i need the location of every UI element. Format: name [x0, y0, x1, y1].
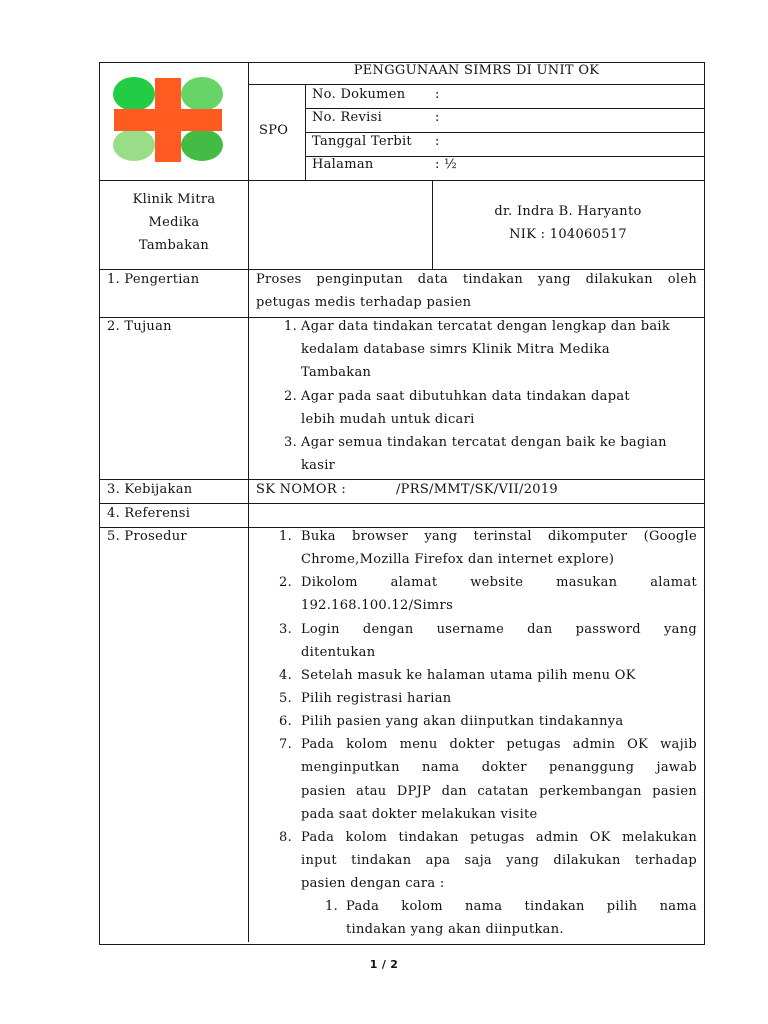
section-label-kebijakan: 3. Kebijakan [107, 482, 193, 497]
prosedur-item-line: Setelah masuk ke halaman utama pilih menu OK [301, 668, 636, 683]
org-name-line: Tambakan [138, 238, 210, 253]
tujuan-item-line: Agar data tindakan tercatat dengan lengkap dan baik [301, 319, 671, 334]
header-row-label: Halaman [312, 157, 374, 172]
tujuan-item-line: lebih mudah untuk dicari [301, 412, 475, 427]
section-line [99, 527, 705, 528]
prosedur-subitem-line: tindakan yang akan diinputkan. [346, 922, 564, 937]
prosedur-item-number: 8. [279, 830, 293, 845]
prosedur-item-line: Pilih pasien yang akan diinputkan tindakannya [301, 714, 624, 729]
logo-cross-horizontal [114, 109, 222, 131]
prosedur-item-number: 5. [279, 691, 293, 706]
pengertian-line: Proses penginputan data tindakan yang dilakukan oleh [256, 272, 697, 287]
header-row-value: : ½ [435, 157, 458, 172]
page-number: 1 / 2 [369, 958, 399, 971]
org-col-divider [432, 180, 433, 270]
prosedur-item-line: ditentukan [301, 645, 376, 660]
header-row-line [305, 108, 705, 109]
prosedur-item-line: Buka browser yang terinstal dikomputer (Google [301, 529, 697, 544]
header-row-value: : [435, 110, 440, 125]
prosedur-item-line: pasien dengan cara : [301, 876, 445, 891]
prosedur-item-line: 192.168.100.12/Simrs [301, 598, 454, 613]
tujuan-item-number: 2. [284, 389, 298, 404]
section-line [99, 479, 705, 480]
section-line [99, 317, 705, 318]
spo-label: SPO [259, 123, 289, 138]
prosedur-subitem-number: 1. [325, 899, 339, 914]
prosedur-item-line: menginputkan nama dokter penanggung jawab [301, 760, 697, 775]
prosedur-item-number: 1. [279, 529, 293, 544]
signer-nik: NIK : 104060517 [509, 227, 627, 242]
section-line [99, 503, 705, 504]
clinic-logo [112, 76, 224, 162]
document-title: PENGGUNAAN SIMRS DI UNIT OK [353, 63, 600, 78]
header-row-label: No. Dokumen [312, 87, 406, 102]
logo-circle-bottom-right [181, 129, 223, 161]
kebijakan-number: /PRS/MMT/SK/VII/2019 [396, 482, 558, 497]
org-name-line: Klinik Mitra [132, 192, 216, 207]
section-label-tujuan: 2. Tujuan [107, 319, 172, 334]
prosedur-item-line: input tindakan apa saja yang dilakukan terhadap [301, 853, 697, 868]
tujuan-item-line: Agar pada saat dibutuhkan data tindakan dapat [301, 389, 630, 404]
prosedur-item-number: 3. [279, 622, 293, 637]
header-row-value: : [435, 87, 440, 102]
section-label-referensi: 4. Referensi [107, 506, 191, 521]
section-label-prosedur: 5. Prosedur [107, 529, 187, 544]
header-row-value: : [435, 134, 440, 149]
tujuan-item-line: Tambakan [301, 365, 372, 380]
header-row-line [305, 132, 705, 133]
org-bottom-line [99, 269, 705, 270]
logo-circle-bottom-left [113, 129, 155, 161]
table-border-bottom [99, 944, 705, 945]
header-bottom-line [99, 180, 705, 181]
org-name-line: Medika [148, 215, 200, 230]
tujuan-item-line: Agar semua tindakan tercatat dengan baik ke bagian [301, 435, 667, 450]
logo-circle-top-right [181, 77, 223, 111]
tujuan-item-line: kedalam database simrs Klinik Mitra Medika [301, 342, 610, 357]
prosedur-item-line: Dikolom alamat website masukan alamat [301, 575, 697, 590]
tujuan-item-number: 3. [284, 435, 298, 450]
kebijakan-prefix: SK NOMOR : [256, 482, 347, 497]
prosedur-item-number: 4. [279, 668, 293, 683]
prosedur-item-line: Chrome,Mozilla Firefox dan internet explore) [301, 552, 615, 567]
prosedur-item-number: 7. [279, 737, 293, 752]
header-row-label: Tanggal Terbit [312, 134, 412, 149]
tujuan-item-line: kasir [301, 458, 336, 473]
prosedur-item-line: Pilih registrasi harian [301, 691, 452, 706]
prosedur-item-line: pada saat dokter melakukan visite [301, 807, 538, 822]
logo-circle-top-left [113, 77, 155, 111]
header-title-divider [248, 84, 705, 85]
signer-name: dr. Indra B. Haryanto [494, 204, 642, 219]
tujuan-item-number: 1. [284, 319, 298, 334]
prosedur-item-line: Pada kolom menu dokter petugas admin OK wajib [301, 737, 697, 752]
prosedur-item-line: Pada kolom tindakan petugas admin OK melakukan [301, 830, 697, 845]
prosedur-subitem-line: Pada kolom nama tindakan pilih nama [346, 899, 697, 914]
header-row-label: No. Revisi [312, 110, 383, 125]
prosedur-item-line: Login dengan username dan password yang [301, 622, 697, 637]
prosedur-item-line: pasien atau DPJP dan catatan perkembangan pasien [301, 784, 697, 799]
prosedur-item-number: 6. [279, 714, 293, 729]
section-label-pengertian: 1. Pengertian [107, 272, 200, 287]
prosedur-item-number: 2. [279, 575, 293, 590]
pengertian-line: petugas medis terhadap pasien [256, 295, 472, 310]
